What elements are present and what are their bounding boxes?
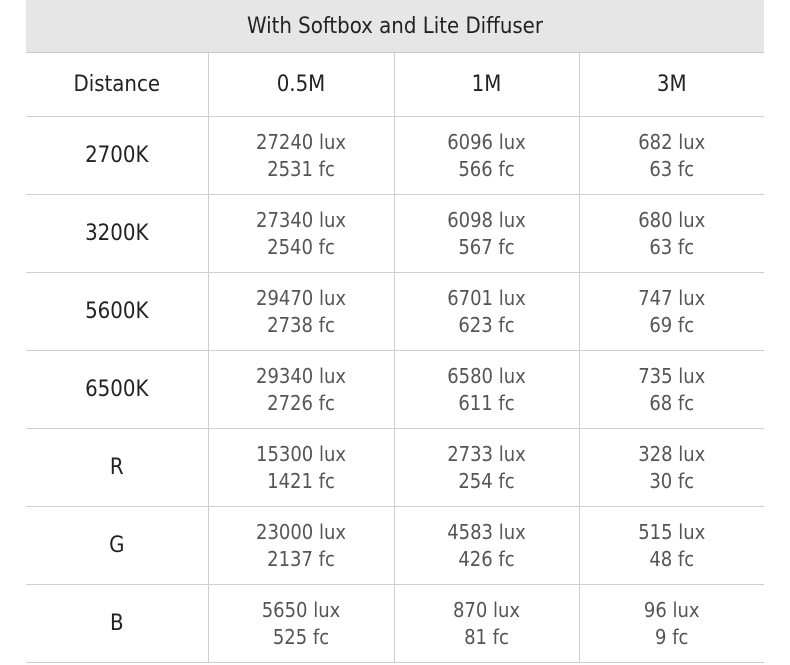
row-label: 5600K: [26, 273, 208, 351]
cell-fc-value: 68 fc: [649, 390, 695, 415]
cell-lux-value: 27240 lux: [256, 129, 346, 154]
cell-fc-value: 69 fc: [649, 312, 695, 337]
cell-lux-value: 29470 lux: [256, 285, 346, 310]
photometric-table: [26, 53, 764, 663]
cell-fc-value: 254 fc: [458, 468, 515, 493]
cell-lux-value: 6701 lux: [447, 285, 526, 310]
table-cell: [394, 585, 579, 663]
table-body: [26, 117, 764, 663]
table-cell: [208, 117, 394, 195]
table-cell: [394, 351, 579, 429]
cell-lux-value: 680 lux: [638, 207, 706, 232]
table-cell: [208, 273, 394, 351]
table-cell: [579, 351, 764, 429]
table-cell: [394, 117, 579, 195]
table-row: [26, 117, 764, 195]
cell-fc-value: 2540 fc: [267, 234, 335, 259]
cell-lux-value: 5650 lux: [261, 597, 341, 622]
row-label: 3200K: [26, 195, 208, 273]
row-label: 2700K: [26, 117, 208, 195]
row-label: G: [26, 507, 208, 585]
header-row: [26, 53, 764, 117]
cell-lux-value: 328 lux: [638, 441, 706, 466]
table-cell: [394, 507, 579, 585]
cell-fc-value: 611 fc: [458, 390, 515, 415]
cell-fc-value: 30 fc: [649, 468, 695, 493]
table-cell: [579, 429, 764, 507]
cell-lux-value: 735 lux: [638, 363, 706, 388]
header-col-1m: 1M: [394, 53, 579, 117]
cell-lux-value: 15300 lux: [256, 441, 346, 466]
cell-lux-value: 23000 lux: [256, 519, 346, 544]
table-title: With Softbox and Lite Diffuser: [26, 0, 764, 53]
table-cell: [579, 117, 764, 195]
table-row: [26, 585, 764, 663]
table-cell: [208, 351, 394, 429]
row-label: 6500K: [26, 351, 208, 429]
cell-fc-value: 63 fc: [649, 156, 695, 181]
table-row: [26, 195, 764, 273]
table-header: [26, 53, 764, 117]
table-row: [26, 507, 764, 585]
table-row: [26, 273, 764, 351]
cell-lux-value: 2733 lux: [447, 441, 526, 466]
table-cell: [208, 507, 394, 585]
cell-lux-value: 29340 lux: [256, 363, 346, 388]
table-cell: [208, 195, 394, 273]
cell-lux-value: 6580 lux: [447, 363, 526, 388]
cell-fc-value: 2531 fc: [267, 156, 335, 181]
cell-lux-value: 870 lux: [452, 597, 521, 622]
cell-fc-value: 2726 fc: [267, 390, 335, 415]
cell-fc-value: 2137 fc: [267, 546, 335, 571]
table-row: [26, 429, 764, 507]
cell-fc-value: 426 fc: [458, 546, 515, 571]
cell-lux-value: 6096 lux: [447, 129, 526, 154]
cell-fc-value: 525 fc: [272, 624, 330, 649]
cell-fc-value: 623 fc: [458, 312, 515, 337]
cell-lux-value: 96 lux: [643, 597, 700, 622]
cell-fc-value: 566 fc: [458, 156, 515, 181]
table-cell: [394, 429, 579, 507]
header-distance: Distance: [26, 53, 208, 117]
table-cell: [394, 273, 579, 351]
cell-fc-value: 48 fc: [649, 546, 695, 571]
row-label: R: [26, 429, 208, 507]
table-cell: [394, 195, 579, 273]
cell-fc-value: 81 fc: [464, 624, 509, 649]
header-col-0-5m: 0.5M: [208, 53, 394, 117]
cell-lux-value: 515 lux: [638, 519, 706, 544]
cell-lux-value: 4583 lux: [447, 519, 526, 544]
cell-fc-value: 63 fc: [649, 234, 695, 259]
row-label: B: [26, 585, 208, 663]
table-cell: [579, 507, 764, 585]
cell-fc-value: 1421 fc: [267, 468, 335, 493]
table-cell: [579, 273, 764, 351]
cell-fc-value: 567 fc: [458, 234, 515, 259]
photometric-table-sheet: [26, 0, 764, 663]
table-cell: [579, 195, 764, 273]
cell-lux-value: 6098 lux: [447, 207, 526, 232]
cell-fc-value: 9 fc: [655, 624, 689, 649]
table-cell: [208, 429, 394, 507]
header-col-3m: 3M: [579, 53, 764, 117]
cell-fc-value: 2738 fc: [267, 312, 335, 337]
table-cell: [208, 585, 394, 663]
table-cell: [579, 585, 764, 663]
cell-lux-value: 747 lux: [638, 285, 706, 310]
cell-lux-value: 27340 lux: [256, 207, 346, 232]
table-row: [26, 351, 764, 429]
cell-lux-value: 682 lux: [638, 129, 706, 154]
